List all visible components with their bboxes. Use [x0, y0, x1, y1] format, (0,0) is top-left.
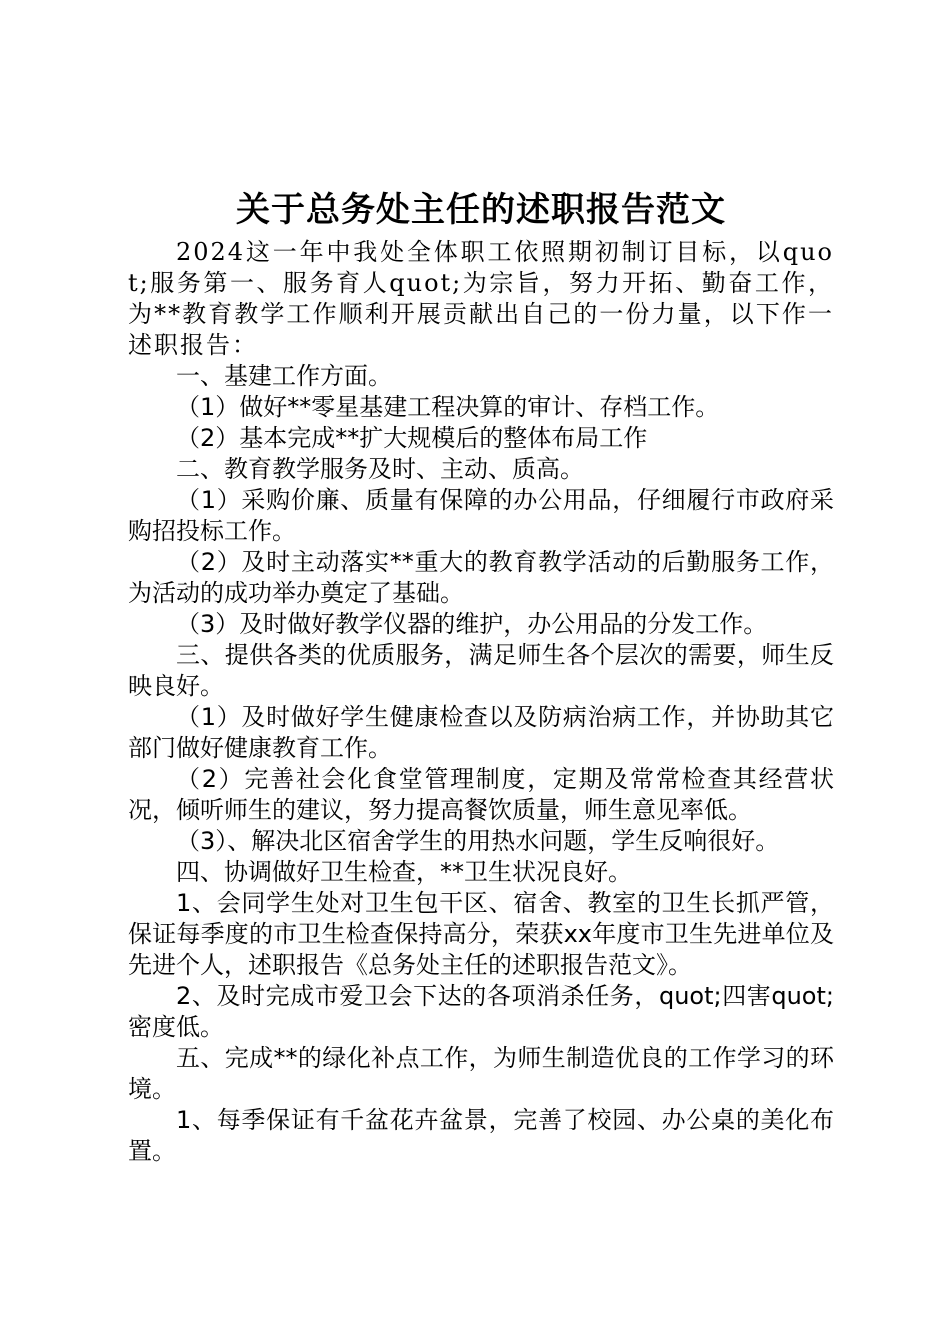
section-heading-2: 二、教育教学服务及时、主动、质高。: [176, 455, 584, 483]
section-4-item-2: 2、及时完成市爱卫会下达的各项消杀任务，quot;四害quot;密度低。: [128, 982, 834, 1041]
section-5-item-1: 1、每季保证有千盆花卉盆景，完善了校园、办公桌的美化布置。: [128, 1106, 834, 1165]
section-1-item-1: （1）做好**零星基建工程决算的审计、存档工作。: [176, 393, 720, 421]
section-3-item-2: （2）完善社会化食堂管理制度，定期及常常检查其经营状况，倾听师生的建议，努力提高餐饮质量，师生意见率低。: [128, 765, 834, 824]
section-2-item-3: （3）及时做好教学仪器的维护，办公用品的分发工作。: [176, 610, 768, 638]
intro-paragraph: 2024这一年中我处全体职工依照期初制订目标，以quot;服务第一、服务育人quot;为宗旨，努力开拓、勤奋工作，为**教育教学工作顺利开展贡献出自己的一份力量，以下作一述职报告：: [128, 238, 834, 359]
section-4-item-1: 1、会同学生处对卫生包干区、宿舍、教室的卫生长抓严管，保证每季度的市卫生检查保持高分，荣获xx年度市卫生先进单位及先进个人，述职报告《总务处主任的述职报告范文》。: [128, 889, 834, 979]
document-page: [128, 185, 834, 1167]
section-heading-1: 一、基建工作方面。: [176, 362, 392, 390]
section-2-item-1: （1）采购价廉、质量有保障的办公用品，仔细履行市政府采购招投标工作。: [128, 486, 834, 545]
section-1-item-2: （2）基本完成**扩大规模后的整体布局工作: [176, 424, 648, 452]
section-3-item-3: （3）、解决北区宿舍学生的用热水问题，学生反响很好。: [176, 827, 780, 855]
section-heading-3: 三、提供各类的优质服务，满足师生各个层次的需要，师生反映良好。: [128, 641, 834, 700]
section-2-item-2: （2）及时主动落实**重大的教育教学活动的后勤服务工作，为活动的成功举办奠定了基础。: [128, 548, 834, 607]
section-heading-4: 四、协调做好卫生检查，**卫生状况良好。: [176, 858, 632, 886]
section-heading-5: 五、完成**的绿化补点工作，为师生制造优良的工作学习的环境。: [128, 1044, 834, 1103]
section-3-item-1: （1）及时做好学生健康检查以及防病治病工作，并协助其它部门做好健康教育工作。: [128, 703, 834, 762]
document-title: 关于总务处主任的述职报告范文: [236, 190, 726, 230]
